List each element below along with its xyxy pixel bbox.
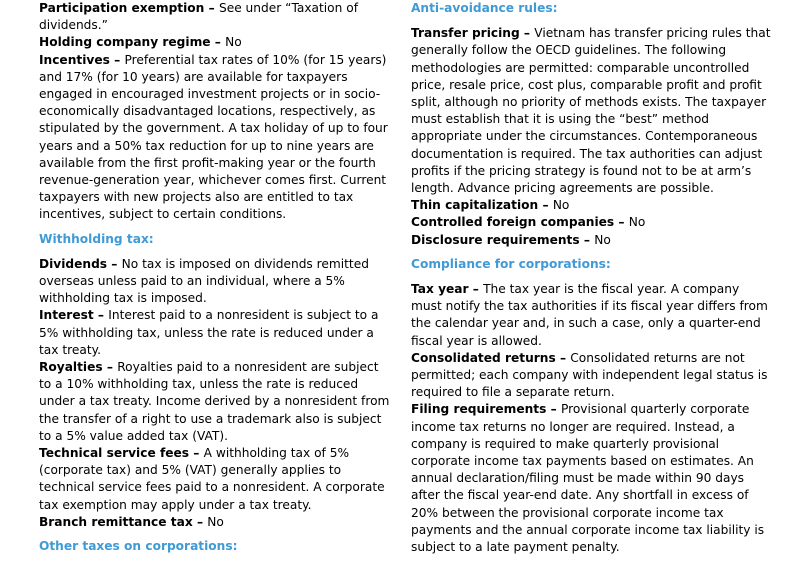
entry-term: Filing requirements: [411, 402, 547, 417]
entry-text: No: [207, 514, 224, 529]
incentives-entry: Incentives – Preferential tax rates of 10% (for 15 years) and 17% (for 10 years) are available for taxpayers engaged in encouraged investment projects or in socio-economically disadvantaged locations, respectively, as stipulated by the government. A tax holiday of up to four years and a 50% tax reduction for up to nine years are available from the first profit-making year or the fourth revenue-generation year, whichever comes first. Current taxpayers with new projects also are entitled to tax incentives, subject to certain conditions.: [39, 52, 388, 222]
tax-year-entry: Tax year – The tax year is the fiscal year. A company must notify the tax authorities if its fiscal year differs from the calendar year and, in such a case, only a quarter-end fiscal year is allowed.: [411, 282, 768, 348]
thin-capitalization-entry: Thin capitalization – No: [411, 198, 570, 213]
participation-exemption-entry: Participation exemption – See under “Taxation of dividends.”: [39, 1, 358, 33]
entry-text: No tax is imposed on dividends remitted overseas unless paid to an individual, where a 5% withholding tax is imposed.: [39, 256, 369, 306]
entry-text: No: [552, 198, 570, 213]
right-column: [411, 0, 771, 556]
entry-text: Royalties paid to a nonresident are subject to a 10% withholding tax, unless the rate is reduced under a tax treaty. Income derived by a nonresident from the transfer of a right to use a trademark also is subject to a 5% value added tax (VAT).: [39, 360, 390, 443]
transfer-pricing-entry: Transfer pricing – Vietnam has transfer pricing rules that generally follow the OECD guidelines. The following methodologies are permitted: comparable uncontrolled price, resale price, cost plus, comparable profit and profit split, although no priority of methods exists. The taxpayer must establish that it is using the “best” method appropriate under the circumstances. Contemporaneous documentation is required. The tax authorities can adjust profits if the pricing strategy is found not to be at arm’s length. Advance pricing agreements are possible.: [411, 26, 771, 196]
entry-text: Consolidated returns are not permitted; each company with independent legal status is required to file a separate return.: [411, 350, 768, 400]
interest-entry: Interest – Interest paid to a nonresident is subject to a 5% withholding tax, unless the rate is reduced under a tax treaty.: [39, 308, 379, 357]
withholding-tax-heading: Withholding tax:: [39, 231, 154, 246]
entry-text: No: [628, 215, 646, 230]
entry-text: See under “Taxation of dividends.”: [39, 1, 358, 33]
filing-requirements-entry: Filing requirements – Provisional quarterly corporate income tax returns no longer are required. Instead, a company is required to make quarterly provisional corporate income tax payments based on estimates. An annual declaration/filing must be made within 90 days after the fiscal year-end date. Any shortfall in excess of 20% between the provisional corporate income tax payments and the annual corporate income tax liability is subject to a late payment penalty.: [411, 402, 765, 555]
entry-term: Thin capitalization: [411, 198, 539, 213]
disclosure-requirements-entry: Disclosure requirements – No: [411, 232, 611, 247]
entry-term: Transfer pricing: [411, 26, 520, 41]
entry-term: Royalties: [39, 360, 103, 375]
anti-avoidance-heading: Anti-avoidance rules:: [411, 1, 558, 15]
entry-text: No: [594, 232, 611, 247]
entry-term: Branch remittance tax: [39, 514, 193, 529]
entry-text: Provisional quarterly corporate income tax returns no longer are required. Instead, a company is required to make quarterly provisional corporate income tax payments based on estimates. An annual declaration/filing must be made within 90 days after the fiscal year-end date. Any shortfall in excess of 20% between the provisional corporate income tax payments and the annual corporate income tax liability is subject to a late payment penalty.: [411, 402, 765, 555]
entry-term: Holding company regime: [39, 35, 211, 50]
entry-text: A withholding tax of 5% (corporate tax) and 5% (VAT) generally applies to technical service fees paid to a nonresident. A corporate tax exemption may apply under a tax treaty.: [39, 446, 385, 512]
compliance-heading: Compliance for corporations:: [411, 256, 611, 271]
entry-term: Interest: [39, 308, 94, 323]
entry-text: No: [225, 35, 242, 50]
entry-term: Dividends: [39, 256, 108, 271]
other-taxes-heading: Other taxes on corporations:: [39, 539, 238, 554]
technical-service-fees-entry: Technical service fees – A withholding tax of 5% (corporate tax) and 5% (VAT) generally applies to technical service fees paid to a nonresident. A corporate tax exemption may apply under a tax treaty.: [39, 446, 385, 512]
entry-term: Technical service fees: [39, 446, 190, 461]
entry-text: Vietnam has transfer pricing rules that generally follow the OECD guidelines. The following methodologies are permitted: comparable uncontrolled price, resale price, cost plus, comparable profit and profit split, although no priority of methods exists. The taxpayer must establish that it is using the “best” method appropriate under the circumstances. Contemporaneous documentation is required. The tax authorities can adjust profits if the pricing strategy is found not to be at arm’s length. Advance pricing agreements are possible.: [411, 26, 771, 196]
royalties-entry: Royalties – Royalties paid to a nonresident are subject to a 10% withholding tax, unless the rate is reduced under a tax treaty. Income derived by a nonresident from the transfer of a right to use a trademark also is subject to a 5% value added tax (VAT).: [39, 360, 390, 443]
entry-text: Interest paid to a nonresident is subject to a 5% withholding tax, unless the rate is reduced under a tax treaty.: [39, 308, 379, 357]
entry-term: Disclosure requirements: [411, 232, 580, 247]
left-column: [39, 0, 394, 555]
entry-term: Tax year: [411, 282, 469, 297]
entry-text: The tax year is the fiscal year. A company must notify the tax authorities if its fiscal year differs from the calendar year and, in such a case, only a quarter-end fiscal year is allowed.: [411, 282, 768, 348]
consolidated-returns-entry: Consolidated returns – Consolidated returns are not permitted; each company with independent legal status is required to file a separate return.: [411, 350, 768, 400]
entry-text: Preferential tax rates of 10% (for 15 years) and 17% (for 10 years) are available for taxpayers engaged in encouraged investment projects or in socio-economically disadvantaged locations, respectively, as stipulated by the government. A tax holiday of up to four years and a 50% tax reduction for up to nine years are available from the first profit-making year or the fourth revenue-generation year, whichever comes first. Current taxpayers with new projects also are entitled to tax incentives, subject to certain conditions.: [39, 52, 388, 222]
entry-term: Controlled foreign companies: [411, 215, 615, 230]
dividends-entry: Dividends – No tax is imposed on dividends remitted overseas unless paid to an individual, where a 5% withholding tax is imposed.: [39, 256, 369, 306]
entry-term: Incentives: [39, 52, 110, 67]
branch-remittance-entry: Branch remittance tax – No: [39, 514, 224, 529]
entry-term: Participation exemption: [39, 1, 205, 15]
controlled-foreign-companies-entry: Controlled foreign companies – No: [411, 215, 646, 230]
entry-term: Consolidated returns: [411, 350, 556, 365]
holding-company-entry: Holding company regime – No: [39, 35, 242, 50]
